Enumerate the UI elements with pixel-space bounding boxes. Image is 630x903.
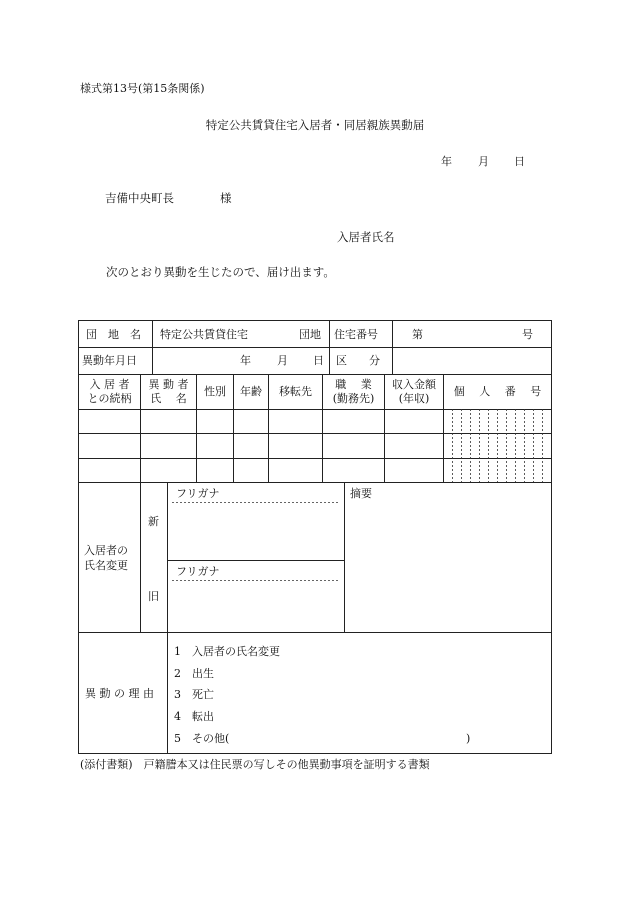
date-month-label: 月 [478, 155, 489, 168]
date-day-label: 日 [514, 155, 525, 168]
house-number-suffix: 号 [522, 328, 533, 341]
reason-item-3-text: 死亡 [192, 688, 214, 701]
destination-header: 移転先 [279, 385, 312, 398]
reason-item-3-num: 3 [174, 688, 181, 701]
change-date-label: 異動年月日 [82, 354, 137, 367]
date-year-label: 年 [441, 155, 452, 168]
occupation-header-1: 職 業 [335, 378, 372, 391]
income-header-2: (年収) [398, 392, 430, 405]
name-change-label-1: 入居者の [84, 544, 128, 557]
change-date-day: 日 [313, 354, 324, 367]
relation-header-2: との続柄 [87, 392, 132, 405]
document-title: 特定公共賃貸住宅入居者・同居親族異動届 [205, 118, 425, 132]
reason-item-1-num: 1 [174, 645, 181, 658]
mover-header-2: 氏 名 [150, 392, 187, 405]
old-name-marker: 旧 [148, 590, 159, 603]
reason-item-4-num: 4 [174, 710, 181, 723]
reason-item-1-text: 入居者の氏名変更 [192, 645, 280, 658]
danchi-name-label: 団 地 名 [86, 328, 141, 341]
change-date-year: 年 [240, 354, 251, 367]
change-date-month: 月 [277, 354, 288, 367]
statement-text: 次のとおり異動を生じたので、届け出ます。 [106, 265, 335, 279]
new-furigana-label: フリガナ [176, 487, 220, 500]
old-furigana-label: フリガナ [176, 565, 220, 578]
reason-item-5-num: 5 [174, 732, 181, 745]
name-change-label-2: 氏名変更 [84, 559, 128, 572]
housing-type: 特定公共賃貸住宅 [160, 328, 248, 341]
category-label: 区 分 [336, 354, 380, 367]
new-name-marker: 新 [148, 515, 159, 528]
reason-label: 異 動 の 理 由 [85, 687, 154, 700]
personal-number-header: 個 人 番 号 [453, 385, 542, 398]
remarks-label: 摘要 [350, 487, 372, 500]
reason-item-5-text: その他( [192, 732, 230, 745]
house-number-label: 住宅番号 [334, 328, 378, 341]
reason-other-close-paren: ) [466, 732, 471, 745]
form-number: 様式第13号(第15条関係) [80, 82, 205, 95]
relation-header-1: 入 居 者 [89, 378, 130, 391]
reason-item-4-text: 転出 [192, 710, 214, 723]
danchi-suffix: 団地 [299, 328, 321, 341]
mover-header-1: 異 動 者 [148, 378, 189, 391]
age-header: 年齢 [240, 385, 262, 398]
addressee: 吉備中央町長 [105, 191, 174, 205]
occupation-header-2: (勤務先) [332, 392, 375, 405]
honorific: 様 [220, 191, 232, 205]
reason-item-2-text: 出生 [192, 667, 214, 680]
gender-header: 性別 [204, 385, 226, 398]
house-number-prefix: 第 [412, 328, 423, 341]
attachments-note: (添付書類) 戸籍謄本又は住民票の写しその他異動事項を証明する書類 [80, 758, 430, 771]
resident-name-label: 入居者氏名 [337, 230, 395, 244]
reason-item-2-num: 2 [174, 667, 181, 680]
income-header-1: 収入金額 [392, 378, 436, 391]
